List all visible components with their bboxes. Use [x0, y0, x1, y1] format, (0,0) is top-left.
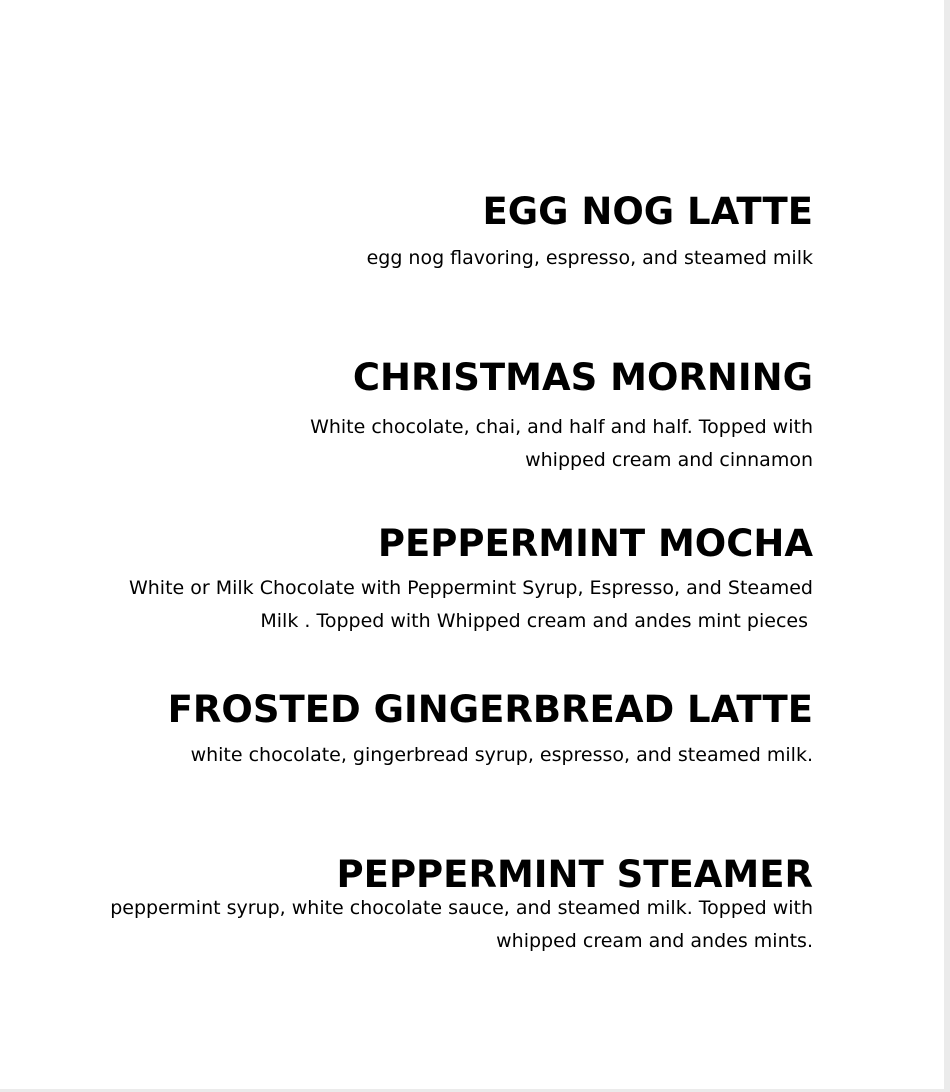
description-line: Milk . Topped with Whipped cream and andes mint pieces	[260, 610, 808, 632]
item-description	[367, 242, 813, 275]
description-line: whipped cream and andes mints.	[496, 930, 813, 952]
item-description	[310, 411, 813, 477]
description-line: peppermint syrup, white chocolate sauce, and steamed milk. Topped with	[110, 897, 813, 919]
item-title: CHRISTMAS MORNING	[352, 356, 813, 399]
description-line: White chocolate, chai, and half and half. Topped with	[310, 416, 813, 438]
menu-item-frosted-gingerbread-latte	[168, 688, 813, 772]
description-line: egg nog flavoring, espresso, and steamed milk	[366, 247, 813, 269]
description-line: white chocolate, gingerbread syrup, espresso, and steamed milk.	[190, 744, 813, 766]
item-title: EGG NOG LATTE	[482, 190, 813, 233]
item-title: FROSTED GINGERBREAD LATTE	[167, 688, 813, 731]
menu-item-egg-nog-latte	[367, 190, 813, 275]
item-description	[110, 892, 813, 958]
menu-item-peppermint-steamer	[110, 853, 813, 958]
description-line: whipped cream and cinnamon	[525, 449, 813, 471]
menu-item-christmas-morning	[310, 356, 813, 477]
item-description	[168, 739, 813, 772]
description-line: White or Milk Chocolate with Peppermint Syrup, Espresso, and Steamed	[128, 577, 813, 599]
item-title: PEPPERMINT MOCHA	[377, 522, 813, 565]
item-description	[129, 572, 813, 638]
item-title: PEPPERMINT STEAMER	[336, 853, 813, 896]
menu-item-peppermint-mocha	[129, 522, 813, 638]
